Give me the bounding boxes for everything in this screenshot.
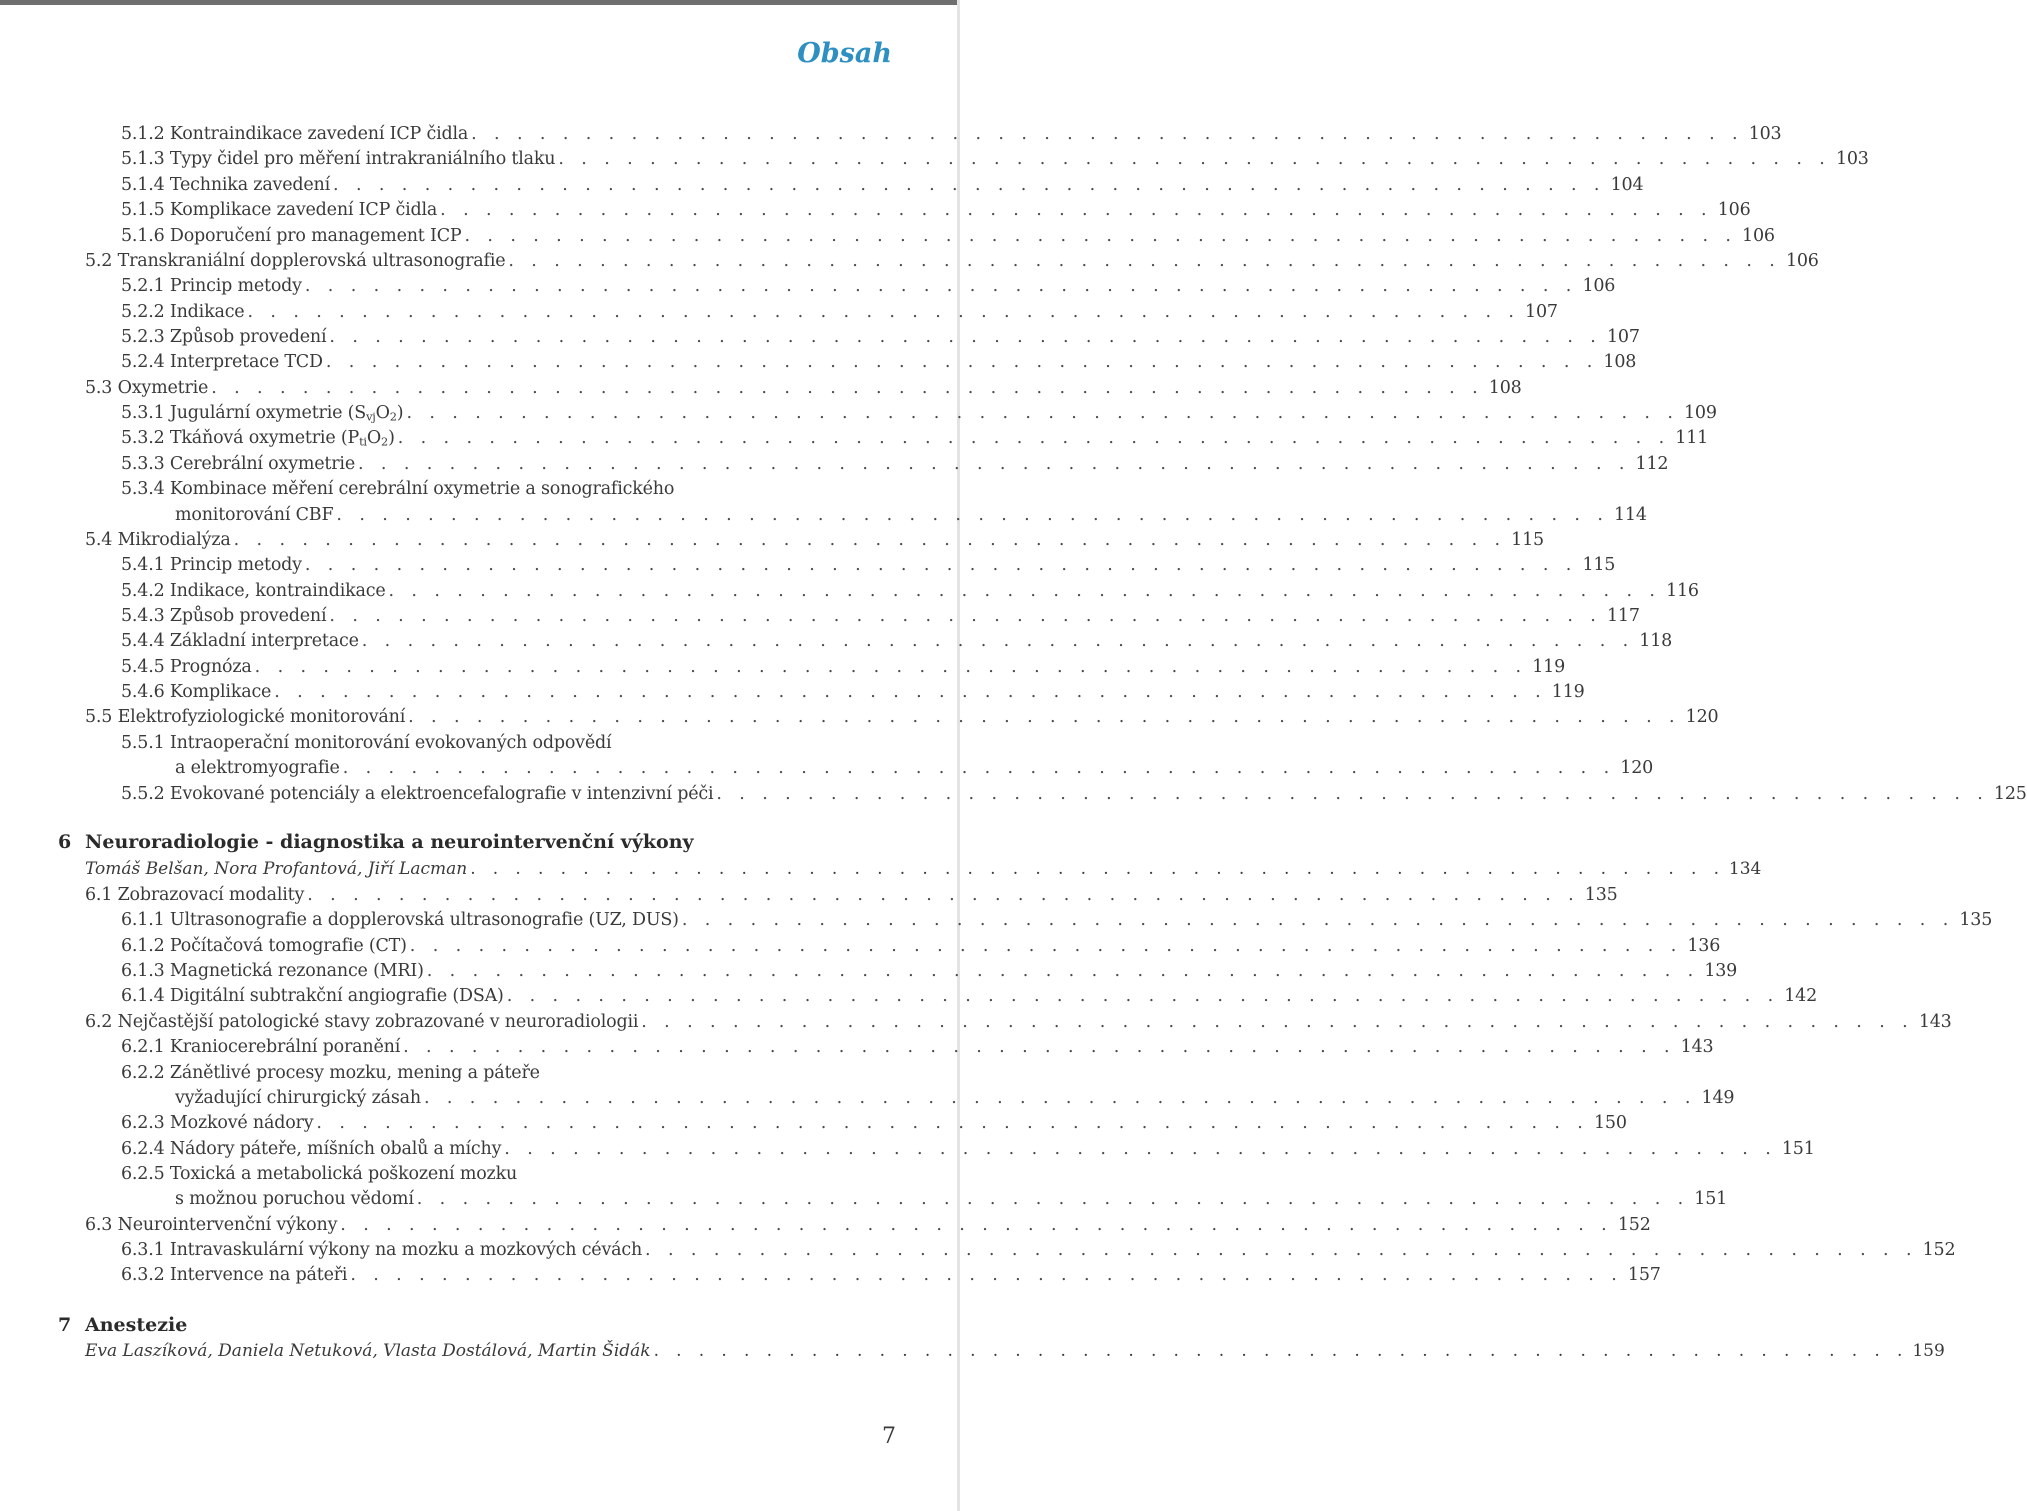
toc-entry-label: 5.2.2 Indikace <box>121 302 245 322</box>
toc-entry-label: 6.3.1 Intravaskulární výkony na mozku a mozkových cévách <box>121 1240 643 1260</box>
dot-leader: . . . . . . . . . . . . . . . . . . . . . . . . . . . . . . . . . . . . . . . . . . . . . . . . . . . . . . . . <box>340 1215 1613 1235</box>
toc-entry[interactable] <box>121 1263 1661 1288</box>
toc-entry-continuation[interactable] <box>175 1187 1728 1212</box>
toc-entry[interactable] <box>121 579 1699 604</box>
toc-entry-page: 139 <box>1704 961 1738 981</box>
dot-leader: . . . . . . . . . . . . . . . . . . . . . . . . . . . . . . . . . . . . . . . . . . . . . . . . . . . . . . . . <box>409 936 1683 956</box>
toc-entry-label: 5.4.4 Základní interpretace <box>121 631 359 651</box>
toc-entry-page: 108 <box>1603 352 1637 372</box>
toc-entry-page: 106 <box>1582 276 1616 296</box>
dot-leader: . . . . . . . . . . . . . . . . . . . . . . . . . . . . . . . . . . . . . . . . . . . . . . . . . . . . . . . . <box>247 302 1520 322</box>
toc-entry-label: 5.2.4 Interpretace TCD <box>121 352 323 372</box>
toc-entry-label: 5.3.2 Tkáňová oxymetrie $(P_{ti}O_2)$ <box>121 428 395 449</box>
toc-entry[interactable] <box>121 1035 1714 1060</box>
toc-entry-page: 142 <box>1784 986 1818 1006</box>
dot-leader: . . . . . . . . . . . . . . . . . . . . . . . . . . . . . . . . . . . . . . . . . . . . . . . . . . . . . . . . <box>716 784 1989 804</box>
dot-leader: . . . . . . . . . . . . . . . . . . . . . . . . . . . . . . . . . . . . . . . . . . . . . . . . . . . . . . . . <box>336 505 1609 525</box>
toc-entry[interactable] <box>121 274 1616 299</box>
dot-leader: . . . . . . . . . . . . . . . . . . . . . . . . . . . . . . . . . . . . . . . . . . . . . . . . . . . . . . . . <box>645 1240 1918 1260</box>
toc-entry[interactable] <box>121 1061 842 1086</box>
dot-leader: . . . . . . . . . . . . . . . . . . . . . . . . . . . . . . . . . . . . . . . . . . . . . . . . . . . . . . . . <box>211 378 1484 398</box>
dot-leader: . . . . . . . . . . . . . . . . . . . . . . . . . . . . . . . . . . . . . . . . . . . . . . . . . . . . . . . . <box>342 758 1616 778</box>
toc-entry[interactable] <box>121 1137 1815 1162</box>
dot-leader: . . . . . . . . . . . . . . . . . . . . . . . . . . . . . . . . . . . . . . . . . . . . . . . . . . . . . . . . <box>681 910 1955 930</box>
toc-entry[interactable] <box>121 401 1717 426</box>
dot-leader: . . . . . . . . . . . . . . . . . . . . . . . . . . . . . . . . . . . . . . . . . . . . . . . . . . . . . . . . <box>325 352 1599 372</box>
toc-entry-label: 6.1.1 Ultrasonografie a dopplerovská ultrasonografie (UZ, DUS) <box>121 910 679 930</box>
toc-entry-label: 6.1.2 Počítačová tomografie (CT) <box>121 936 407 956</box>
toc-entry-label: vyžadující chirurgický zásah <box>175 1088 421 1108</box>
authors-text: Tomáš Belšan, Nora Profantová, Jiří Lacman <box>85 859 468 879</box>
dot-leader: . . . . . . . . . . . . . . . . . . . . . . . . . . . . . . . . . . . . . . . . . . . . . . . . . . . . . . . . <box>508 251 1781 271</box>
dot-leader: . . . . . . . . . . . . . . . . . . . . . . . . . . . . . . . . . . . . . . . . . . . . . . . . . . . . . . . . <box>423 1088 1697 1108</box>
dot-leader: . . . . . . . . . . . . . . . . . . . . . . . . . . . . . . . . . . . . . . . . . . . . . . . . . . . . . . . . <box>304 276 1578 296</box>
toc-entry[interactable] <box>121 198 1751 223</box>
toc-entry-label: 6.2 Nejčastější patologické stavy zobrazované v neuroradiologii <box>85 1012 639 1032</box>
toc-entry[interactable] <box>121 934 1721 959</box>
toc-entry-page: 143 <box>1918 1012 1952 1032</box>
dot-leader: . . . . . . . . . . . . . . . . . . . . . . . . . . . . . . . . . . . . . . . . . . . . . . . . . . . . . . . . <box>403 1037 1676 1057</box>
chapter-number: 7 <box>58 1314 72 1336</box>
toc-entry-page: 118 <box>1639 631 1673 651</box>
toc-entry-page: 135 <box>1959 910 1993 930</box>
toc-entry-page: 134 <box>1728 859 1762 879</box>
toc-entry[interactable] <box>121 350 1637 375</box>
dot-leader: . . . . . . . . . . . . . . . . . . . . . . . . . . . . . . . . . . . . . . . . . . . . . . . . . . . . . . . . <box>329 606 1602 626</box>
toc-entry[interactable] <box>121 300 1558 325</box>
toc-entry-label: 5.1.6 Doporučení pro management ICP <box>121 226 462 246</box>
toc-entry[interactable] <box>121 959 1738 984</box>
toc-entry[interactable] <box>121 1238 1956 1263</box>
dot-leader: . . . . . . . . . . . . . . . . . . . . . . . . . . . . . . . . . . . . . . . . . . . . . . . . . . . . . . . . <box>361 631 1635 651</box>
toc-entry[interactable] <box>121 325 1640 350</box>
toc-entry-page: 135 <box>1584 885 1618 905</box>
toc-entry[interactable] <box>121 1162 842 1187</box>
dot-leader: . . . . . . . . . . . . . . . . . . . . . . . . . . . . . . . . . . . . . . . . . . . . . . . . . . . . . . . . <box>329 327 1602 347</box>
toc-entry-label: 6.2.1 Kraniocerebrální poranění <box>121 1037 401 1057</box>
toc-entry-page: 106 <box>1717 200 1751 220</box>
dot-leader: . . . . . . . . . . . . . . . . . . . . . . . . . . . . . . . . . . . . . . . . . . . . . . . . . . . . . . . . <box>406 403 1679 423</box>
toc-entry-label: 5.4.2 Indikace, kontraindikace <box>121 581 386 601</box>
toc-entry-page: 152 <box>1922 1240 1956 1260</box>
toc-entry-label: 6.2.3 Mozkové nádory <box>121 1113 314 1133</box>
toc-entry-page: 107 <box>1606 327 1640 347</box>
chapter-authors[interactable] <box>85 1339 1945 1364</box>
dot-leader: . . . . . . . . . . . . . . . . . . . . . . . . . . . . . . . . . . . . . . . . . . . . . . . . . . . . . . . . <box>426 961 1700 981</box>
toc-entry-page: 103 <box>1835 149 1869 169</box>
toc-entry-page: 109 <box>1684 403 1717 423</box>
toc-entry-label: 5.2.1 Princip metody <box>121 276 302 296</box>
toc-entry-page: 108 <box>1488 378 1522 398</box>
toc-entry[interactable] <box>121 224 1775 249</box>
toc-entry-label: 5.4.3 Způsob provedení <box>121 606 327 626</box>
page-number: 7 <box>882 1424 896 1449</box>
dot-leader: . . . . . . . . . . . . . . . . . . . . . . . . . . . . . . . . . . . . . . . . . . . . . . . . . . . . . . . . <box>254 657 1528 677</box>
toc-section[interactable] <box>85 249 1819 274</box>
dot-leader: . . . . . . . . . . . . . . . . . . . . . . . . . . . . . . . . . . . . . . . . . . . . . . . . . . . . . . . . <box>504 1139 1777 1159</box>
toc-entry-page: 116 <box>1666 581 1699 601</box>
toc-section[interactable] <box>85 1213 1651 1238</box>
chapter-title: Anestezie <box>85 1314 188 1336</box>
toc-entry-label: 5.4 Mikrodialýza <box>85 530 231 550</box>
toc-entry-label: 6.3.2 Intervence na páteři <box>121 1265 348 1285</box>
toc-entry-label: 5.3.3 Cerebrální oxymetrie <box>121 454 355 474</box>
toc-entry-label: a elektromyografie <box>175 758 340 778</box>
toc-entry-page: 115 <box>1511 530 1544 550</box>
toc-entry[interactable] <box>121 452 1669 477</box>
dot-leader: . . . . . . . . . . . . . . . . . . . . . . . . . . . . . . . . . . . . . . . . . . . . . . . . . . . . . . . . <box>307 885 1580 905</box>
dot-leader: . . . . . . . . . . . . . . . . . . . . . . . . . . . . . . . . . . . . . . . . . . . . . . . . . . . . . . . . <box>641 1012 1914 1032</box>
toc-section[interactable] <box>85 376 1522 401</box>
dot-leader: . . . . . . . . . . . . . . . . . . . . . . . . . . . . . . . . . . . . . . . . . . . . . . . . . . . . . . . . <box>316 1113 1589 1133</box>
toc-entry-label: 5.4.1 Princip metody <box>121 555 302 575</box>
toc-entry-page: 152 <box>1617 1215 1651 1235</box>
toc-entry-label: 5.3.1 Jugulární oxymetrie $(S_{vj}O_2)$ <box>121 403 404 424</box>
toc-entry-label: 6.2.5 Toxická a metabolická poškození mozku <box>121 1164 518 1184</box>
toc-section[interactable] <box>85 1010 1952 1035</box>
dot-leader: . . . . . . . . . . . . . . . . . . . . . . . . . . . . . . . . . . . . . . . . . . . . . . . . . . . . . . . . <box>558 149 1831 169</box>
toc-entry-page: 143 <box>1680 1037 1714 1057</box>
toc-entry[interactable] <box>121 680 1585 705</box>
dot-leader: . . . . . . . . . . . . . . . . . . . . . . . . . . . . . . . . . . . . . . . . . . . . . . . . . . . . . . . . <box>233 530 1506 550</box>
toc-entry[interactable] <box>121 553 1616 578</box>
dot-leader: . . . . . . . . . . . . . . . . . . . . . . . . . . . . . . . . . . . . . . . . . . . . . . . . . . . . . . . . <box>333 175 1606 195</box>
toc-entry[interactable] <box>121 908 1993 933</box>
toc-entry-label: 6.2.4 Nádory páteře, míšních obalů a míchy <box>121 1139 502 1159</box>
chapter-heading[interactable] <box>58 1314 187 1336</box>
page-title: Obsah <box>797 38 892 69</box>
toc-entry-label: 5.1.2 Kontraindikace zavedení ICP čidla <box>121 124 469 144</box>
dot-leader: . . . . . . . . . . . . . . . . . . . . . . . . . . . . . . . . . . . . . . . . . . . . . . . . . . . . . . . . <box>304 555 1578 575</box>
toc-entry-page: 114 <box>1613 505 1647 525</box>
toc-entry-label: monitorování CBF <box>175 505 334 525</box>
toc-entry-label: 5.5.2 Evokované potenciály a elektroencefalografie v intenzivní péči <box>121 784 714 804</box>
toc-entry-label: 5.2.3 Způsob provedení <box>121 327 327 347</box>
toc-entry-page: 104 <box>1610 175 1644 195</box>
toc-entry-label: 5.3.4 Kombinace měření cerebrální oxymetrie a sonografického <box>121 479 675 499</box>
authors-text: Eva Laszíková, Daniela Netuková, Vlasta Dostálová, Martin Šidák <box>85 1341 651 1361</box>
toc-entry-page: 151 <box>1694 1189 1728 1209</box>
dot-leader: . . . . . . . . . . . . . . . . . . . . . . . . . . . . . . . . . . . . . . . . . . . . . . . . . . . . . . . . <box>416 1189 1690 1209</box>
toc-entry-label: 5.4.5 Prognóza <box>121 657 252 677</box>
toc-entry-page: 136 <box>1687 936 1721 956</box>
toc-entry-page: 119 <box>1532 657 1566 677</box>
dot-leader: . . . . . . . . . . . . . . . . . . . . . . . . . . . . . . . . . . . . . . . . . . . . . . . . . . . . . . . . <box>350 1265 1623 1285</box>
dot-leader: . . . . . . . . . . . . . . . . . . . . . . . . . . . . . . . . . . . . . . . . . . . . . . . . . . . . . . . . <box>470 859 1725 879</box>
toc-section[interactable] <box>85 883 1618 908</box>
toc-entry-page: 106 <box>1785 251 1819 271</box>
toc-entry-label: 5.1.3 Typy čidel pro měření intrakraniálního tlaku <box>121 149 556 169</box>
toc-entry-continuation[interactable] <box>175 1086 1735 1111</box>
toc-entry-label: 5.5.1 Intraoperační monitorování evokovaných odpovědí <box>121 733 612 753</box>
chapter-title: Neuroradiologie - diagnostika a neurointervenční výkony <box>85 831 694 853</box>
toc-entry[interactable] <box>121 426 1709 451</box>
toc-entry-label: 6.1 Zobrazovací modality <box>85 885 305 905</box>
toc-entry-page: 112 <box>1635 454 1669 474</box>
chapter-heading[interactable] <box>58 831 694 853</box>
toc-entry[interactable] <box>121 147 1869 172</box>
toc-entry-label: 5.5 Elektrofyziologické monitorování <box>85 707 406 727</box>
chapter-authors[interactable] <box>85 857 1762 882</box>
toc-entry-page: 111 <box>1675 428 1709 448</box>
toc-entry[interactable] <box>121 731 842 756</box>
toc-entry-label: 5.3 Oxymetrie <box>85 378 209 398</box>
dot-leader: . . . . . . . . . . . . . . . . . . . . . . . . . . . . . . . . . . . . . . . . . . . . . . . . . . . . . . . . <box>408 707 1681 727</box>
toc-entry-page: 103 <box>1748 124 1782 144</box>
toc-entry[interactable] <box>121 477 842 502</box>
toc-entry-page: 120 <box>1685 707 1719 727</box>
toc-entry-continuation[interactable] <box>175 756 1654 781</box>
toc-entry[interactable] <box>121 122 1782 147</box>
toc-entry[interactable] <box>121 1111 1627 1136</box>
toc-entry-page: 157 <box>1627 1265 1661 1285</box>
toc-entry-page: 159 <box>1912 1341 1945 1361</box>
toc-entry-page: 117 <box>1606 606 1640 626</box>
toc-entry[interactable] <box>121 984 1818 1009</box>
toc-entry-page: 119 <box>1551 682 1585 702</box>
toc-entry-label: s možnou poruchou vědomí <box>175 1189 414 1209</box>
toc-entry[interactable] <box>121 604 1640 629</box>
dot-leader: . . . . . . . . . . . . . . . . . . . . . . . . . . . . . . . . . . . . . . . . . . . . . . . . . . . . . . . . <box>506 986 1780 1006</box>
dot-leader: . . . . . . . . . . . . . . . . . . . . . . . . . . . . . . . . . . . . . . . . . . . . . . . . . . . . . . . . <box>397 428 1671 448</box>
dot-leader: . . . . . . . . . . . . . . . . . . . . . . . . . . . . . . . . . . . . . . . . . . . . . . . . . . . . . . . . <box>357 454 1631 474</box>
toc-entry-continuation[interactable] <box>175 503 1647 528</box>
dot-leader: . . . . . . . . . . . . . . . . . . . . . . . . . . . . . . . . . . . . . . . . . . . . . . . . . . . . . . . . <box>471 124 1744 144</box>
toc-entry-label: 6.1.4 Digitální subtrakční angiografie (DSA) <box>121 986 504 1006</box>
toc-entry-label: 6.1.3 Magnetická rezonance (MRI) <box>121 961 424 981</box>
dot-leader: . . . . . . . . . . . . . . . . . . . . . . . . . . . . . . . . . . . . . . . . . . . . . . . . . . . . . . . . <box>388 581 1661 601</box>
toc-entry-page: 106 <box>1742 226 1775 246</box>
toc-entry[interactable] <box>121 173 1644 198</box>
toc-entry[interactable] <box>121 629 1673 654</box>
dot-leader: . . . . . . . . . . . . . . . . . . . . . . . . . . . . . . . . . . . . . . . . . . . . . . . . . . . . . . . . <box>440 200 1713 220</box>
dot-leader: . . . . . . . . . . . . . . . . . . . . . . . . . . . . . . . . . . . . . . . . . . . . . . . . . . . . . . . . <box>464 226 1737 246</box>
toc-entry-page: 151 <box>1781 1139 1815 1159</box>
toc-entry[interactable] <box>121 655 1566 680</box>
toc-entry-label: 6.3 Neurointervenční výkony <box>85 1215 338 1235</box>
chapter-number: 6 <box>58 831 72 853</box>
dot-leader: . . . . . . . . . . . . . . . . . . . . . . . . . . . . . . . . . . . . . . . . . . . . . . . . . . . . . . . . <box>274 682 1547 702</box>
toc-entry-label: 5.1.5 Komplikace zavedení ICP čidla <box>121 200 438 220</box>
toc-entry-label: 5.4.6 Komplikace <box>121 682 272 702</box>
toc-entry-page: 149 <box>1701 1088 1735 1108</box>
dot-leader: . . . . . . . . . . . . . . . . . . . . . . . . . . . . . . . . . . . . . . . . . . . . . . . . . . . . . . . . <box>653 1341 1909 1361</box>
toc-entry-label: 5.2 Transkraniální dopplerovská ultrasonografie <box>85 251 506 271</box>
toc-entry-page: 107 <box>1525 302 1558 322</box>
toc-entry-page: 120 <box>1620 758 1654 778</box>
toc-entry-label: 5.1.4 Technika zavedení <box>121 175 331 195</box>
top-border <box>0 0 960 5</box>
toc-entry-page: 150 <box>1593 1113 1627 1133</box>
toc-section[interactable] <box>85 705 1719 730</box>
toc-section[interactable] <box>85 528 1544 553</box>
toc-entry-page: 115 <box>1582 555 1616 575</box>
toc-entry-page: 125 <box>1993 784 2027 804</box>
toc-entry[interactable] <box>121 782 2027 807</box>
toc-entry-label: 6.2.2 Zánětlivé procesy mozku, mening a páteře <box>121 1063 540 1083</box>
